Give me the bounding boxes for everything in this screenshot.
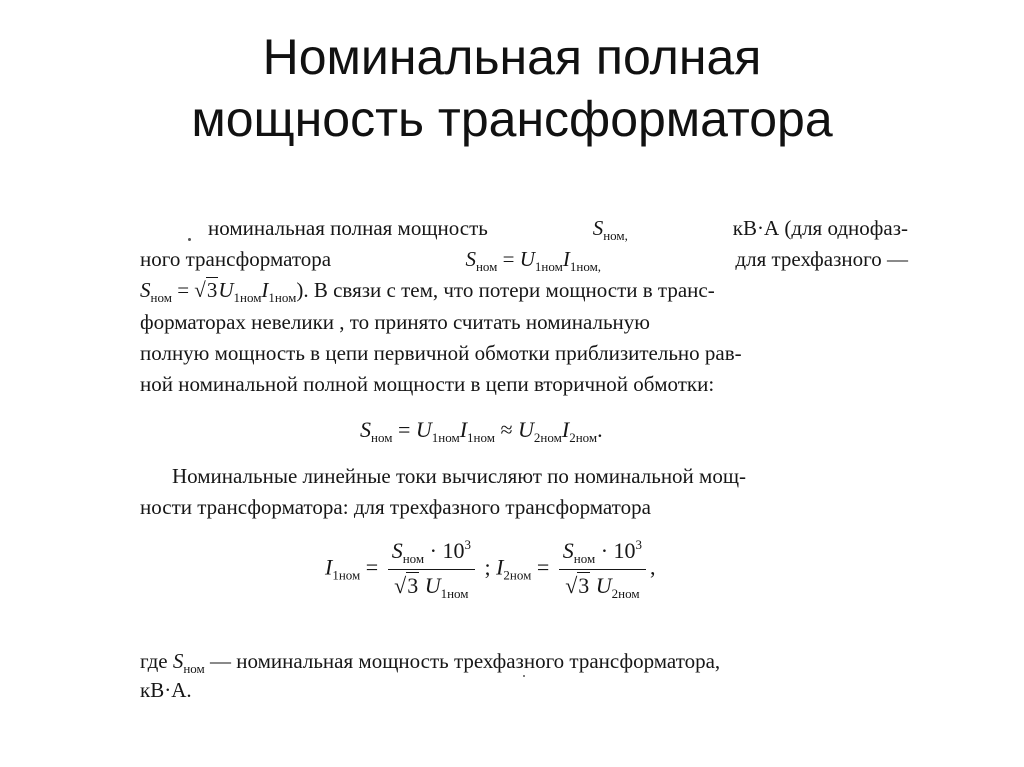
slide-title bbox=[40, 26, 984, 150]
fraction-i1: $\frac{S_{ном} \cdot 10^3}{√3 U_{1ном}}$ bbox=[388, 537, 475, 602]
text-line: ного трансформатора $S_{ном} = U_{1ном}I_{1ном,}$ для трехфазного — bbox=[140, 247, 908, 274]
title-line-2: мощность трансформатора bbox=[191, 91, 833, 147]
text-line: Номинальные линейные токи вычисляют по номинальной мощ- bbox=[172, 464, 746, 488]
formula-nominal-power: $S_{ном} = U_{1ном}I_{1ном} \approx U_{2ном}I_{2ном}$. bbox=[360, 417, 603, 445]
text-line: $S_{ном} = √3U_{1ном}I_{1ном}$). В связи с тем, что потери мощности в транс- bbox=[140, 278, 715, 305]
text-line: номинальная полная мощность $S_{ном,}$ кВ·А (для однофаз- bbox=[208, 216, 908, 243]
scan-speck bbox=[523, 675, 525, 677]
formula-nominal-currents: $I_{1ном}$ = $\frac{S_{ном} \cdot 10^3}{√3 U_{1ном}}$ ; $I_{2ном}$ = $\frac{S_{ном} \cdot 10^3}{√3 U_{2ном}}$ , bbox=[325, 537, 656, 601]
text-line: где $S_{ном}$ — номинальная мощность трехфазного трансформатора, bbox=[140, 649, 721, 676]
text-line: полную мощность в цепи первичной обмотки приблизительно рав- bbox=[140, 341, 742, 365]
fraction-i2: $\frac{S_{ном} \cdot 10^3}{√3 U_{2ном}}$ bbox=[559, 537, 646, 602]
text-line: форматорах невелики , то принято считать номинальную bbox=[140, 310, 650, 334]
text-line: кВ·А. bbox=[140, 678, 192, 702]
text-line: ной номинальной полной мощности в цепи вторичной обмотки: bbox=[140, 372, 715, 396]
scan-speck bbox=[188, 238, 191, 241]
title-line-1: Номинальная полная bbox=[262, 29, 762, 85]
scanned-text-block bbox=[120, 205, 920, 715]
text-line: ности трансформатора: для трехфазного трансформатора bbox=[140, 495, 651, 519]
